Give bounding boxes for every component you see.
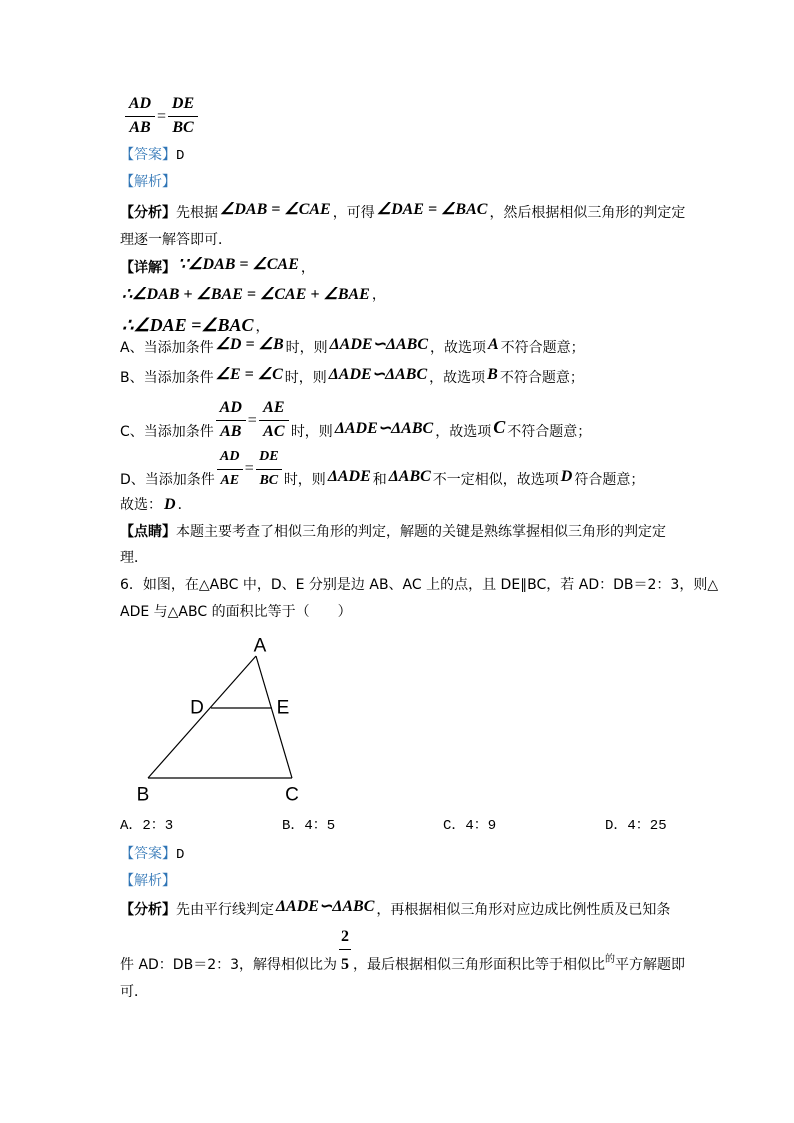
text: 不符合题意；: [507, 424, 592, 440]
option-c: C．4：9: [443, 818, 497, 834]
option-letter: B: [487, 366, 498, 383]
fraction-bar: [125, 116, 155, 117]
math-condition: ∠D = ∠B: [215, 336, 284, 353]
answer-value: D: [176, 847, 185, 863]
math-triangle: ΔADE: [327, 468, 371, 485]
text: 本题主要考查了相似三角形的判定，解题的关键是熟练掌握相似三角形的判定定: [176, 524, 666, 540]
fraction-left: [125, 95, 155, 138]
numerator: AD: [128, 95, 152, 112]
ratio-condition-formula: [123, 95, 200, 138]
math-relation: ΔADE∽ΔABC: [276, 898, 375, 915]
option-b: B．4：5: [282, 818, 336, 834]
punctuation: ．: [177, 497, 192, 513]
similarity-ratio-fraction: [339, 928, 351, 975]
fenxi-label: 【分析】: [120, 205, 176, 221]
math-triangle: ΔABC: [388, 468, 431, 485]
math-expression: ∴∠DAB + ∠BAE = ∠CAE + ∠BAE: [122, 286, 370, 303]
text: D、当添加条件: [120, 472, 215, 488]
equals-sign: =: [247, 412, 257, 429]
text: 时，则: [285, 340, 328, 356]
text: 平方解题即: [615, 957, 686, 973]
text: 先由平行线判定: [176, 902, 274, 918]
text: ，故选项: [430, 340, 486, 356]
superscript-text: 的: [605, 954, 616, 965]
math-relation: ΔADE∽ΔABC: [329, 336, 428, 353]
denominator: AB: [220, 423, 242, 440]
q5-case-c: [120, 399, 592, 440]
q5-case-b: [120, 368, 584, 388]
text: 时，则: [283, 472, 326, 488]
q5-xiangjie-step-3: [120, 315, 270, 335]
text: C、当添加条件: [120, 424, 214, 440]
triangle-figure: [130, 630, 320, 810]
fraction-left: [216, 399, 246, 442]
q6-stem-line-2: [120, 602, 352, 622]
q5-dianjing-line-2: [120, 548, 148, 568]
punctuation: ，: [255, 319, 270, 335]
q5-fenxi-line-1: [120, 203, 685, 223]
fraction-bar: [168, 116, 198, 117]
text: 先根据: [176, 205, 218, 221]
fraction-bar: [217, 469, 243, 470]
q5-answer: [120, 145, 184, 165]
fraction-bar: [339, 949, 351, 950]
question-text: ADE 与△ABC 的面积比等于（ ）: [120, 604, 352, 620]
q5-fenxi-line-2: [120, 230, 232, 250]
fraction-bar: [259, 420, 289, 421]
text: ，然后根据相似三角形的判定定: [489, 205, 686, 221]
q5-xiangjie-step-2: [120, 285, 386, 305]
text: 不符合题意；: [499, 370, 584, 386]
q5-xiangjie-step-1: [120, 258, 315, 278]
conclusion-value: D: [164, 496, 176, 513]
text: 不符合题意；: [500, 340, 585, 356]
text: B、当添加条件: [120, 370, 214, 386]
numerator: AE: [263, 399, 285, 416]
text: 时，则: [290, 424, 333, 440]
denominator: AC: [263, 423, 285, 440]
numerator: DE: [171, 95, 195, 112]
vertex-label-b: B: [136, 784, 150, 806]
fraction-bar: [216, 420, 246, 421]
text: ，故选项: [429, 370, 486, 386]
math-expression: ∠DAB = ∠CAE: [220, 201, 331, 218]
option-d: D．4：25: [605, 818, 667, 834]
denominator: AB: [129, 119, 151, 136]
fraction-right: [168, 95, 198, 138]
fraction-right: [256, 449, 282, 491]
text: 时，则: [284, 370, 327, 386]
vertex-label-c: C: [285, 784, 299, 806]
text: 可．: [120, 984, 148, 1000]
denominator: 5: [341, 956, 350, 973]
text: 理．: [120, 550, 148, 566]
q6-fenxi-line-3: [120, 982, 148, 1002]
q5-analysis-heading: [120, 172, 176, 192]
numerator: DE: [259, 449, 279, 464]
numerator: 2: [341, 928, 350, 945]
text: ，再根据相似三角形对应边成比例性质及已知条: [376, 902, 671, 918]
math-expression: ∵∠DAB = ∠CAE: [178, 256, 299, 273]
answer-label: 【答案】: [120, 846, 176, 862]
point-label-e: E: [276, 697, 290, 719]
q5-dianjing-line-1: [120, 522, 666, 542]
analysis-label: 【解析】: [120, 873, 176, 889]
xiangjie-label: 【详解】: [120, 260, 176, 276]
numerator: AD: [220, 449, 240, 464]
fraction-left: [217, 449, 243, 491]
q5-conclusion: [120, 495, 192, 515]
text: 不一定相似，故选项: [432, 472, 559, 488]
punctuation: ，: [371, 287, 386, 303]
denominator: BC: [172, 119, 194, 136]
equals-sign: =: [244, 460, 254, 477]
q6-fenxi-line-1: [120, 900, 670, 920]
text: 件 AD：DB＝2：3，解得相似比为: [120, 957, 338, 973]
dianjing-label: 【点睛】: [120, 524, 176, 540]
math-relation: ΔADE∽ΔABC: [328, 366, 428, 383]
answer-label: 【答案】: [120, 147, 176, 163]
fraction-right: [259, 399, 289, 442]
q5-case-d: [120, 449, 645, 490]
math-expression: ∴∠DAE =∠BAC: [122, 315, 254, 335]
option-letter: D: [560, 468, 573, 485]
text: 和: [372, 472, 387, 488]
text: A、当添加条件: [120, 340, 214, 356]
text: 理逐一解答即可．: [120, 232, 232, 248]
q5-case-a: [120, 338, 585, 358]
q6-answer: [120, 844, 184, 864]
text: ，最后根据相似三角形面积比等于相似比: [353, 957, 606, 973]
math-condition: ∠E = ∠C: [215, 366, 283, 383]
option-letter: A: [488, 336, 499, 353]
fraction-bar: [256, 469, 282, 470]
answer-value: D: [176, 148, 185, 164]
math-relation: ΔADE∽ΔABC: [334, 420, 434, 437]
option-a: A．2：3: [120, 818, 174, 834]
punctuation: ，: [300, 260, 315, 276]
text: 故选：: [120, 497, 162, 513]
text: ，故选项: [435, 424, 492, 440]
fenxi-label: 【分析】: [120, 902, 176, 918]
option-letter: C: [493, 417, 506, 437]
vertex-label-a: A: [253, 635, 267, 657]
denominator: BC: [259, 473, 279, 488]
analysis-label: 【解析】: [120, 174, 176, 190]
q6-analysis-heading: [120, 871, 176, 891]
question-text: 6．如图，在△ABC 中，D、E 分别是边 AB、AC 上的点，且 DE∥BC，若 AD：DB＝2：3，则△: [120, 577, 719, 593]
numerator: AD: [219, 399, 242, 416]
denominator: AE: [220, 473, 240, 488]
q6-options: [0, 816, 794, 836]
q6-fenxi-line-2: [120, 928, 686, 975]
math-expression: ∠DAE = ∠BAC: [376, 201, 488, 218]
point-label-d: D: [190, 697, 204, 719]
q6-stem-line-1: [120, 575, 718, 595]
text: ，可得: [332, 205, 375, 221]
equals-sign: =: [157, 108, 167, 125]
text: 符合题意；: [574, 472, 645, 488]
